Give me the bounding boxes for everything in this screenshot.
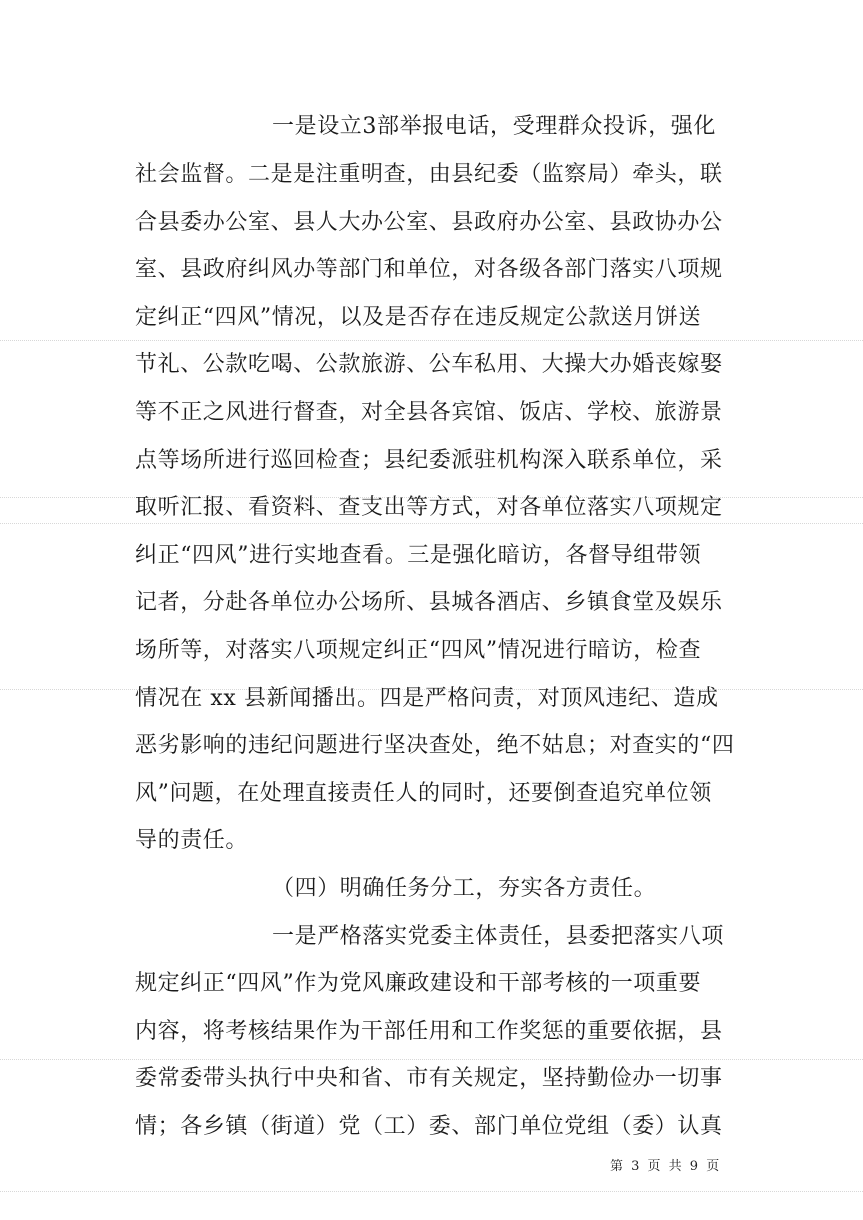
paragraph-line: 合县委办公室、县人大办公室、县政府办公室、县政协办公	[135, 210, 723, 235]
section-heading: （四）明确任务分工，夯实各方责任。	[272, 876, 657, 901]
paragraph-line: 一是严格落实党委主体责任，县委把落实八项	[272, 924, 725, 949]
paragraph-line: 导的责任。	[135, 828, 249, 853]
paragraph-line: 社会监督。二是是注重明查，由县纪委（监察局）牵头，联	[135, 162, 723, 187]
dotted-rule	[0, 1059, 863, 1060]
paragraph-line: 委常委带头执行中央和省、市有关规定，坚持勤俭办一切事	[135, 1066, 723, 1091]
paragraph-line: 点等场所进行巡回检查；县纪委派驻机构深入联系单位，采	[135, 448, 723, 473]
dotted-rule	[0, 340, 863, 341]
paragraph-line: 一是设立3部举报电话，受理群众投诉，强化	[272, 114, 716, 139]
paragraph-line: 情况在 xx 县新闻播出。四是严格问责，对顶风违纪、造成	[135, 686, 719, 711]
paragraph-line: 恶劣影响的违纪问题进行坚决查处，绝不姑息；对查实的“四	[135, 733, 735, 758]
paragraph-line: 规定纠正“四风”作为党风廉政建设和干部考核的一项重要	[135, 971, 702, 996]
paragraph-line: 室、县政府纠风办等部门和单位，对各级各部门落实八项规	[135, 257, 723, 282]
paragraph-line: 取听汇报、看资料、查支出等方式，对各单位落实八项规定	[135, 495, 723, 520]
paragraph-line: 定纠正“四风”情况，以及是否存在违反规定公款送月饼送	[135, 305, 702, 330]
paragraph-line: 等不正之风进行督查，对全县各宾馆、饭店、学校、旅游景	[135, 400, 723, 425]
dotted-rule	[0, 1191, 863, 1192]
paragraph-line: 记者，分赴各单位办公场所、县城各酒店、乡镇食堂及娱乐	[135, 590, 723, 615]
page-number: 第 3 页 共 9 页	[610, 1159, 722, 1174]
paragraph-line: 纠正“四风”进行实地查看。三是强化暗访，各督导组带领	[135, 543, 702, 568]
paragraph-line: 情；各乡镇（街道）党（工）委、部门单位党组（委）认真	[135, 1114, 723, 1139]
paragraph-line: 内容，将考核结果作为干部任用和工作奖惩的重要依据，县	[135, 1019, 723, 1044]
paragraph-line: 风”问题，在处理直接责任人的同时，还要倒查追究单位领	[135, 781, 712, 806]
paragraph-line: 场所等，对落实八项规定纠正“四风”情况进行暗访，检查	[135, 638, 702, 663]
paragraph-line: 节礼、公款吃喝、公款旅游、公车私用、大操大办婚丧嫁娶	[135, 352, 723, 377]
dotted-rule	[0, 523, 863, 524]
